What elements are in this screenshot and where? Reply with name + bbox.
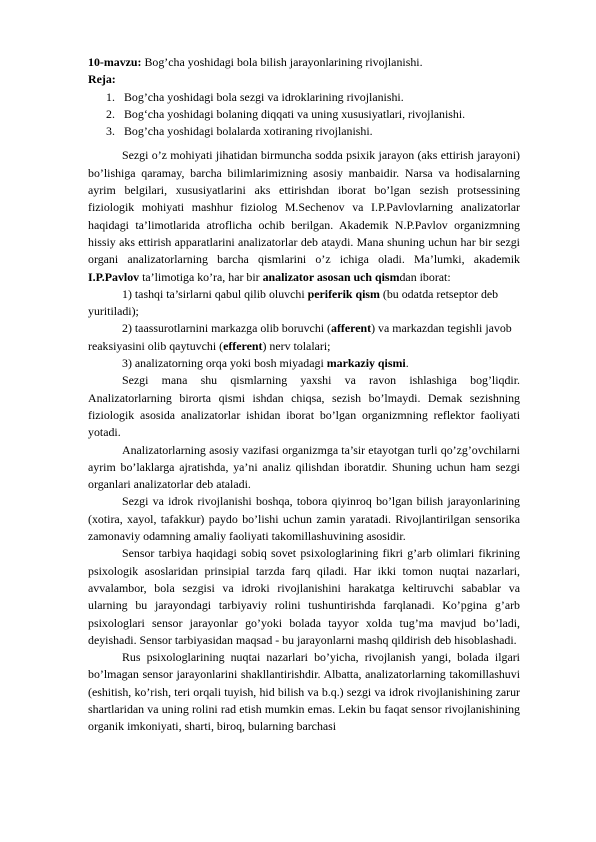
- topic-label: 10-mavzu:: [88, 55, 142, 69]
- bold-term: I.P.Pavlov: [88, 269, 140, 284]
- section-gap: [88, 140, 520, 147]
- analyzer-part-3: [88, 355, 520, 372]
- analyzer-part-2: [88, 320, 520, 355]
- bold-term: analizator asosan uch qism: [262, 269, 400, 284]
- plan-item-number: 3.: [106, 124, 115, 139]
- paragraph: Sensor tarbiya haqidagi sobiq sovet psixologlarining fikri g’arb olimlari fikrining psixologik asoslaridan prinsipial tarzda farq qiladi. Har ikki tomon nuqtai nazarlari, avvalambor, bola sezgisi va idroki rivojlanishini harakatga keltiruvchi sabablar va ularning bu jarayondagi tarbiyaviy rolini tushuntirishda farqlanadi. Ko’pgina g’arb psixologlari sensor jarayonlar go’yoki bolada tayyor xolda tug’ma mavjud bo’ladi, deyishadi. Sensor tarbiyasidan maqsad - bu jarayonlarni mashq qildirish deb hisoblashadi.: [88, 546, 520, 647]
- item-text: ) va markazdan tegishli javob reaksiyasini olib qaytuvchi (: [88, 321, 512, 353]
- item-text: (bu odatda retseptor deb yuritiladi);: [88, 286, 499, 319]
- plan-item-text: Bog’cha yoshidagi bola sezgi va idroklarining rivojlanishi.: [124, 89, 404, 104]
- paragraph-sezgi-intro: [88, 147, 520, 285]
- paragraph-text: dan iborat:: [399, 269, 451, 284]
- paragraph-text: ta’limotiga ko’ra, har bir: [139, 269, 263, 284]
- paragraph: Sezgi mana shu qismlarning yaxshi va ravon ishlashiga bog’liqdir. Analizatorlarning birorta qismi ishdan chiqsa, sezish bo’lmaydi. Demak sezishning fiziologik asosida analizatorlar ishidan iborat bo’lgan organizmning reflektor faoliyati yotadi.: [88, 373, 520, 440]
- analyzer-part-1: [88, 286, 520, 321]
- bold-term: periferik qism: [307, 286, 380, 301]
- item-text: .: [405, 356, 409, 371]
- bold-term: efferent: [223, 338, 263, 353]
- plan-item: [106, 89, 520, 106]
- topic-title: Bog’cha yoshidagi bola bilish jarayonlarining rivojlanishi.: [144, 55, 423, 69]
- paragraph: Rus psixologlarining nuqtai nazarlari bo’yicha, rivojlanish yangi, bolada ilgari bo’lmagan sensor jarayonlarini shakllantirishdir. Albatta, analizatorlarning takomillashuvi (eshitish, ko’rish, teri orqali tuyish, hid bilish va b.q.) sezgi va idrok rivojlanishining zarur shartlaridan va uning rolini rad etish mumkin emas. Lekin bu faqat sensor rivojlanishining organik imkoniyati, sharti, biroq, bularning barchasi: [88, 650, 520, 734]
- plan-item-number: 1.: [106, 89, 115, 104]
- bold-term: afferent: [331, 321, 372, 336]
- item-text: 1) tashqi ta’sirlarni qabul qilib oluvchi: [122, 286, 308, 301]
- bold-term: markaziy qismi: [326, 356, 406, 371]
- item-text: ) nerv tolalari;: [262, 338, 331, 353]
- topic-heading: [88, 54, 520, 71]
- plan-label: Reja:: [88, 72, 116, 87]
- plan-item-number: 2.: [106, 106, 115, 121]
- item-text: 2) taassurotlarnini markazga olib boruvchi (: [122, 321, 332, 336]
- plan-list: [88, 89, 520, 141]
- plan-item: [106, 106, 520, 123]
- plan-item: [106, 123, 520, 140]
- document-page: [88, 54, 520, 736]
- plan-item-text: Bog‘cha yoshidagi bolaning diqqati va uning xususiyatlari, rivojlanishi.: [124, 106, 466, 121]
- paragraph: Analizatorlarning asosiy vazifasi organizmga ta’sir etayotgan turli qo’zg’ovchilarni ayrim bo’laklarga ajratishda, ya’ni analiz qilishdan iboratdir. Shuning uchun ham sezgi organlari analizatorlar deb ataladi.: [88, 442, 520, 492]
- item-text: 3) analizatorning orqa yoki bosh miyadagi: [122, 356, 327, 371]
- plan-item-text: Bog’cha yoshidagi bolalarda xotiraning rivojlanishi.: [124, 124, 373, 139]
- paragraph: Sezgi va idrok rivojlanishi boshqa, tobora qiyinroq bo’lgan bilish jarayonlarining (xotira, xayol, tafakkur) paydo bo’lishi uchun zamin yaratadi. Rivojlantirilgan sensorika zamonaviy odamning amaliy faoliyati takomillashuvining asosidir.: [88, 494, 520, 544]
- paragraph-text: Sezgi o’z mohiyati jihatidan birmuncha sodda psixik jarayon (aks ettirish jarayoni) bo’lishiga qaramay, barcha bilimlarimizning asosiy manbaidir. Narsa va hodisalarning ayrim belgilari, xususiyatlarini aks ettirishdan iborat bo’lgan sezish protsessining fiziologik mohiyati mashhur fiziolog M.Sechenov va I.P.Pavlovlarning analizatorlar haqidagi ta’limotlarida atroflicha ochib berilgan. Akademik N.P.Pavlov organizmning hissiy aks ettirish apparatlarini analizatorlar deb ataydi. Mana shuning uchun har bir sezgi organi analizatorlarning barcha qismlarini o’z ichiga oladi. Ma’lumki, akademik: [88, 148, 520, 267]
